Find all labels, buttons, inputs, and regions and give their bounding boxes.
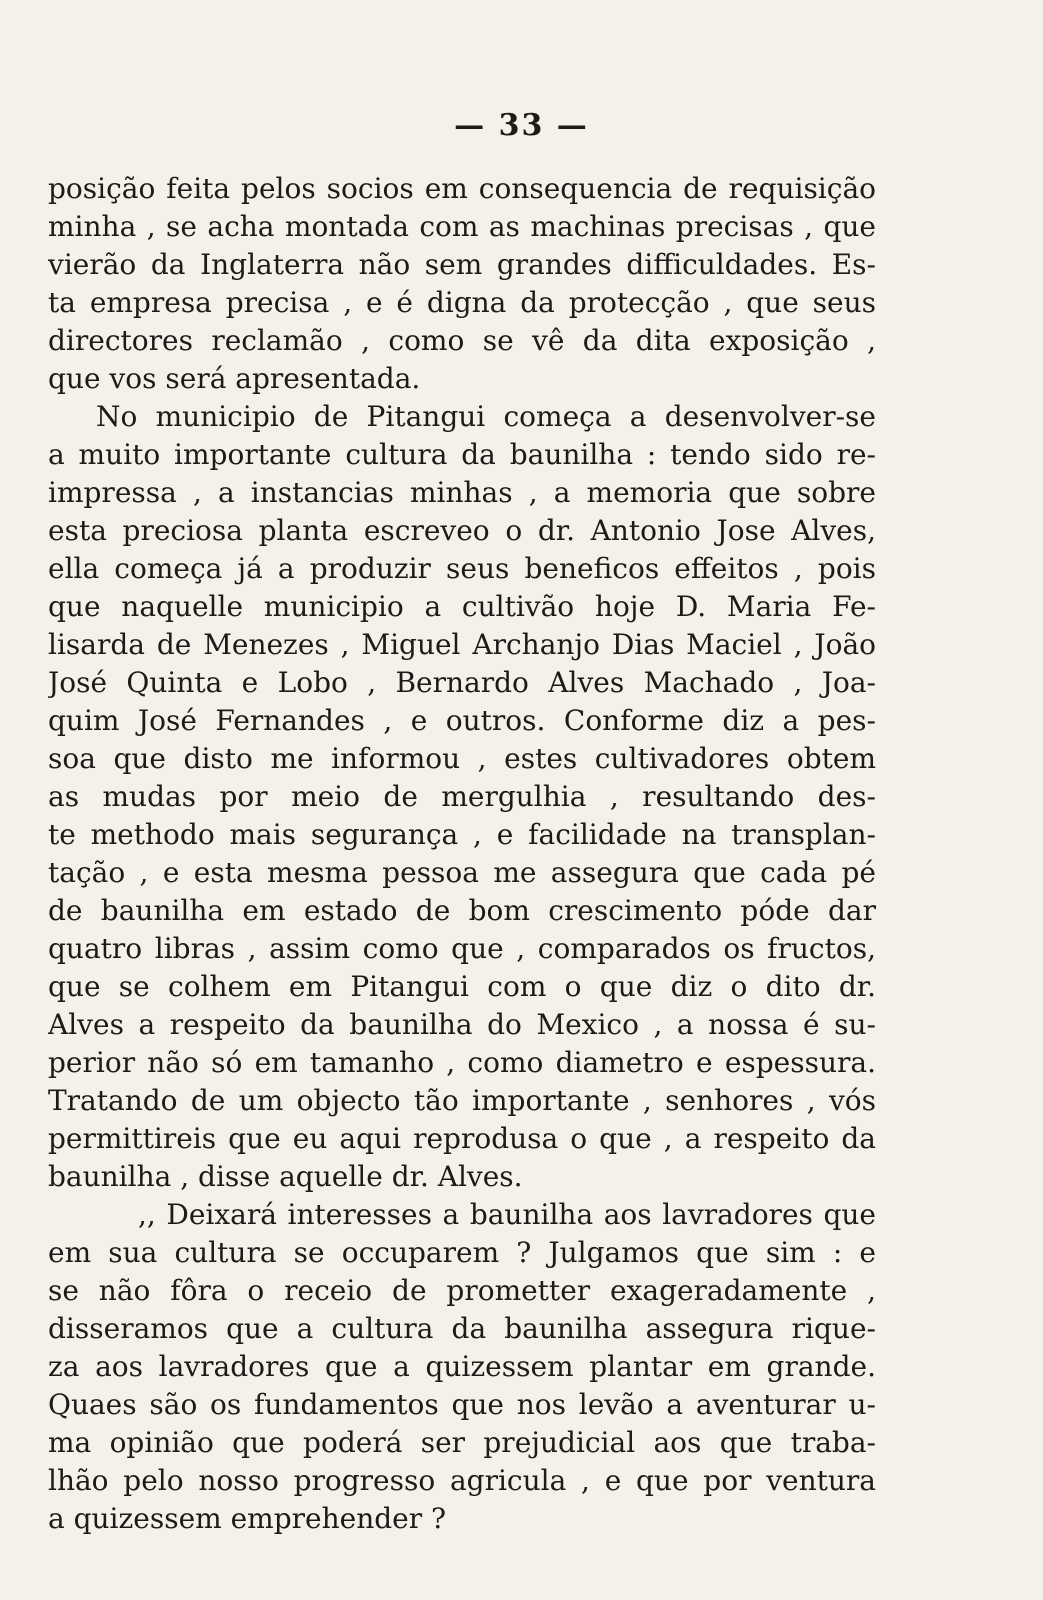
text-line: esta preciosa planta escreveo o dr. Antonio Jose Alves, [48,514,876,547]
text-line: se não fôra o receio de prometter exageradamente , [48,1274,876,1307]
text-line: lhão pelo nosso progresso agricula , e que por ventura [48,1464,876,1497]
text-line: a muito importante cultura da baunilha : tendo sido re- [48,438,876,471]
text-line: ma opinião que poderá ser prejudicial aos que traba- [48,1426,876,1459]
body-text [48,170,876,1538]
text-line: tação , e esta mesma pessoa me assegura que cada pé [48,856,876,889]
text-line: minha , se acha montada com as machinas precisas , que [48,210,876,243]
text-line: quim José Fernandes , e outros. Conforme diz a pes- [48,704,876,737]
text-line: disseramos que a cultura da baunilha assegura rique- [48,1312,876,1345]
text-line: lisarda de Menezes , Miguel Archanjo Dias Maciel , João [48,628,876,661]
text-line: Alves a respeito da baunilha do Mexico , a nossa é su- [48,1008,876,1041]
text-line: za aos lavradores que a quizessem plantar em grande. [48,1350,876,1383]
text-line: ella começa já a produzir seus beneficos effeitos , pois [48,552,876,585]
text-line: de baunilha em estado de bom crescimento póde dar [48,894,876,927]
text-line: as mudas por meio de mergulhia , resultando des- [48,780,876,813]
text-line: José Quinta e Lobo , Bernardo Alves Machado , Joa- [48,666,876,699]
text-line: Quaes são os fundamentos que nos levão a aventurar u- [48,1388,876,1421]
text-line: que naquelle municipio a cultivão hoje D. Maria Fe- [48,590,876,623]
text-line: permittireis que eu aqui reprodusa o que , a respeito da [48,1122,876,1155]
text-line: te methodo mais segurança , e facilidade na transplan- [48,818,876,851]
text-line: ,, Deixará interesses a baunilha aos lavradores que [138,1198,876,1231]
text-line: directores reclamão , como se vê da dita exposição , [48,324,876,357]
text-line: Tratando de um objecto tão importante , senhores , vós [48,1084,876,1117]
text-line: baunilha , disse aquelle dr. Alves. [48,1160,523,1193]
text-line: posição feita pelos socios em consequencia de requisição [48,172,876,205]
text-line: perior não só em tamanho , como diametro e espessura. [48,1046,876,1079]
text-line: No municipio de Pitangui começa a desenvolver-se [96,400,876,433]
text-line: em sua cultura se occuparem ? Julgamos que sim : e [48,1236,876,1269]
text-line: que se colhem em Pitangui com o que diz o dito dr. [48,970,876,1003]
text-line: impressa , a instancias minhas , a memoria que sobre [48,476,876,509]
text-line: quatro libras , assim como que , comparados os fructos, [48,932,876,965]
text-line: soa que disto me informou , estes cultivadores obtem [48,742,876,775]
page-number: — 33 — [454,108,589,143]
text-line: ta empresa precisa , e é digna da protecção , que seus [48,286,876,319]
text-line: a quizessem emprehender ? [48,1502,447,1535]
text-line: vierão da Inglaterra não sem grandes difficuldades. Es- [48,248,876,281]
text-line: que vos será apresentada. [48,362,421,395]
